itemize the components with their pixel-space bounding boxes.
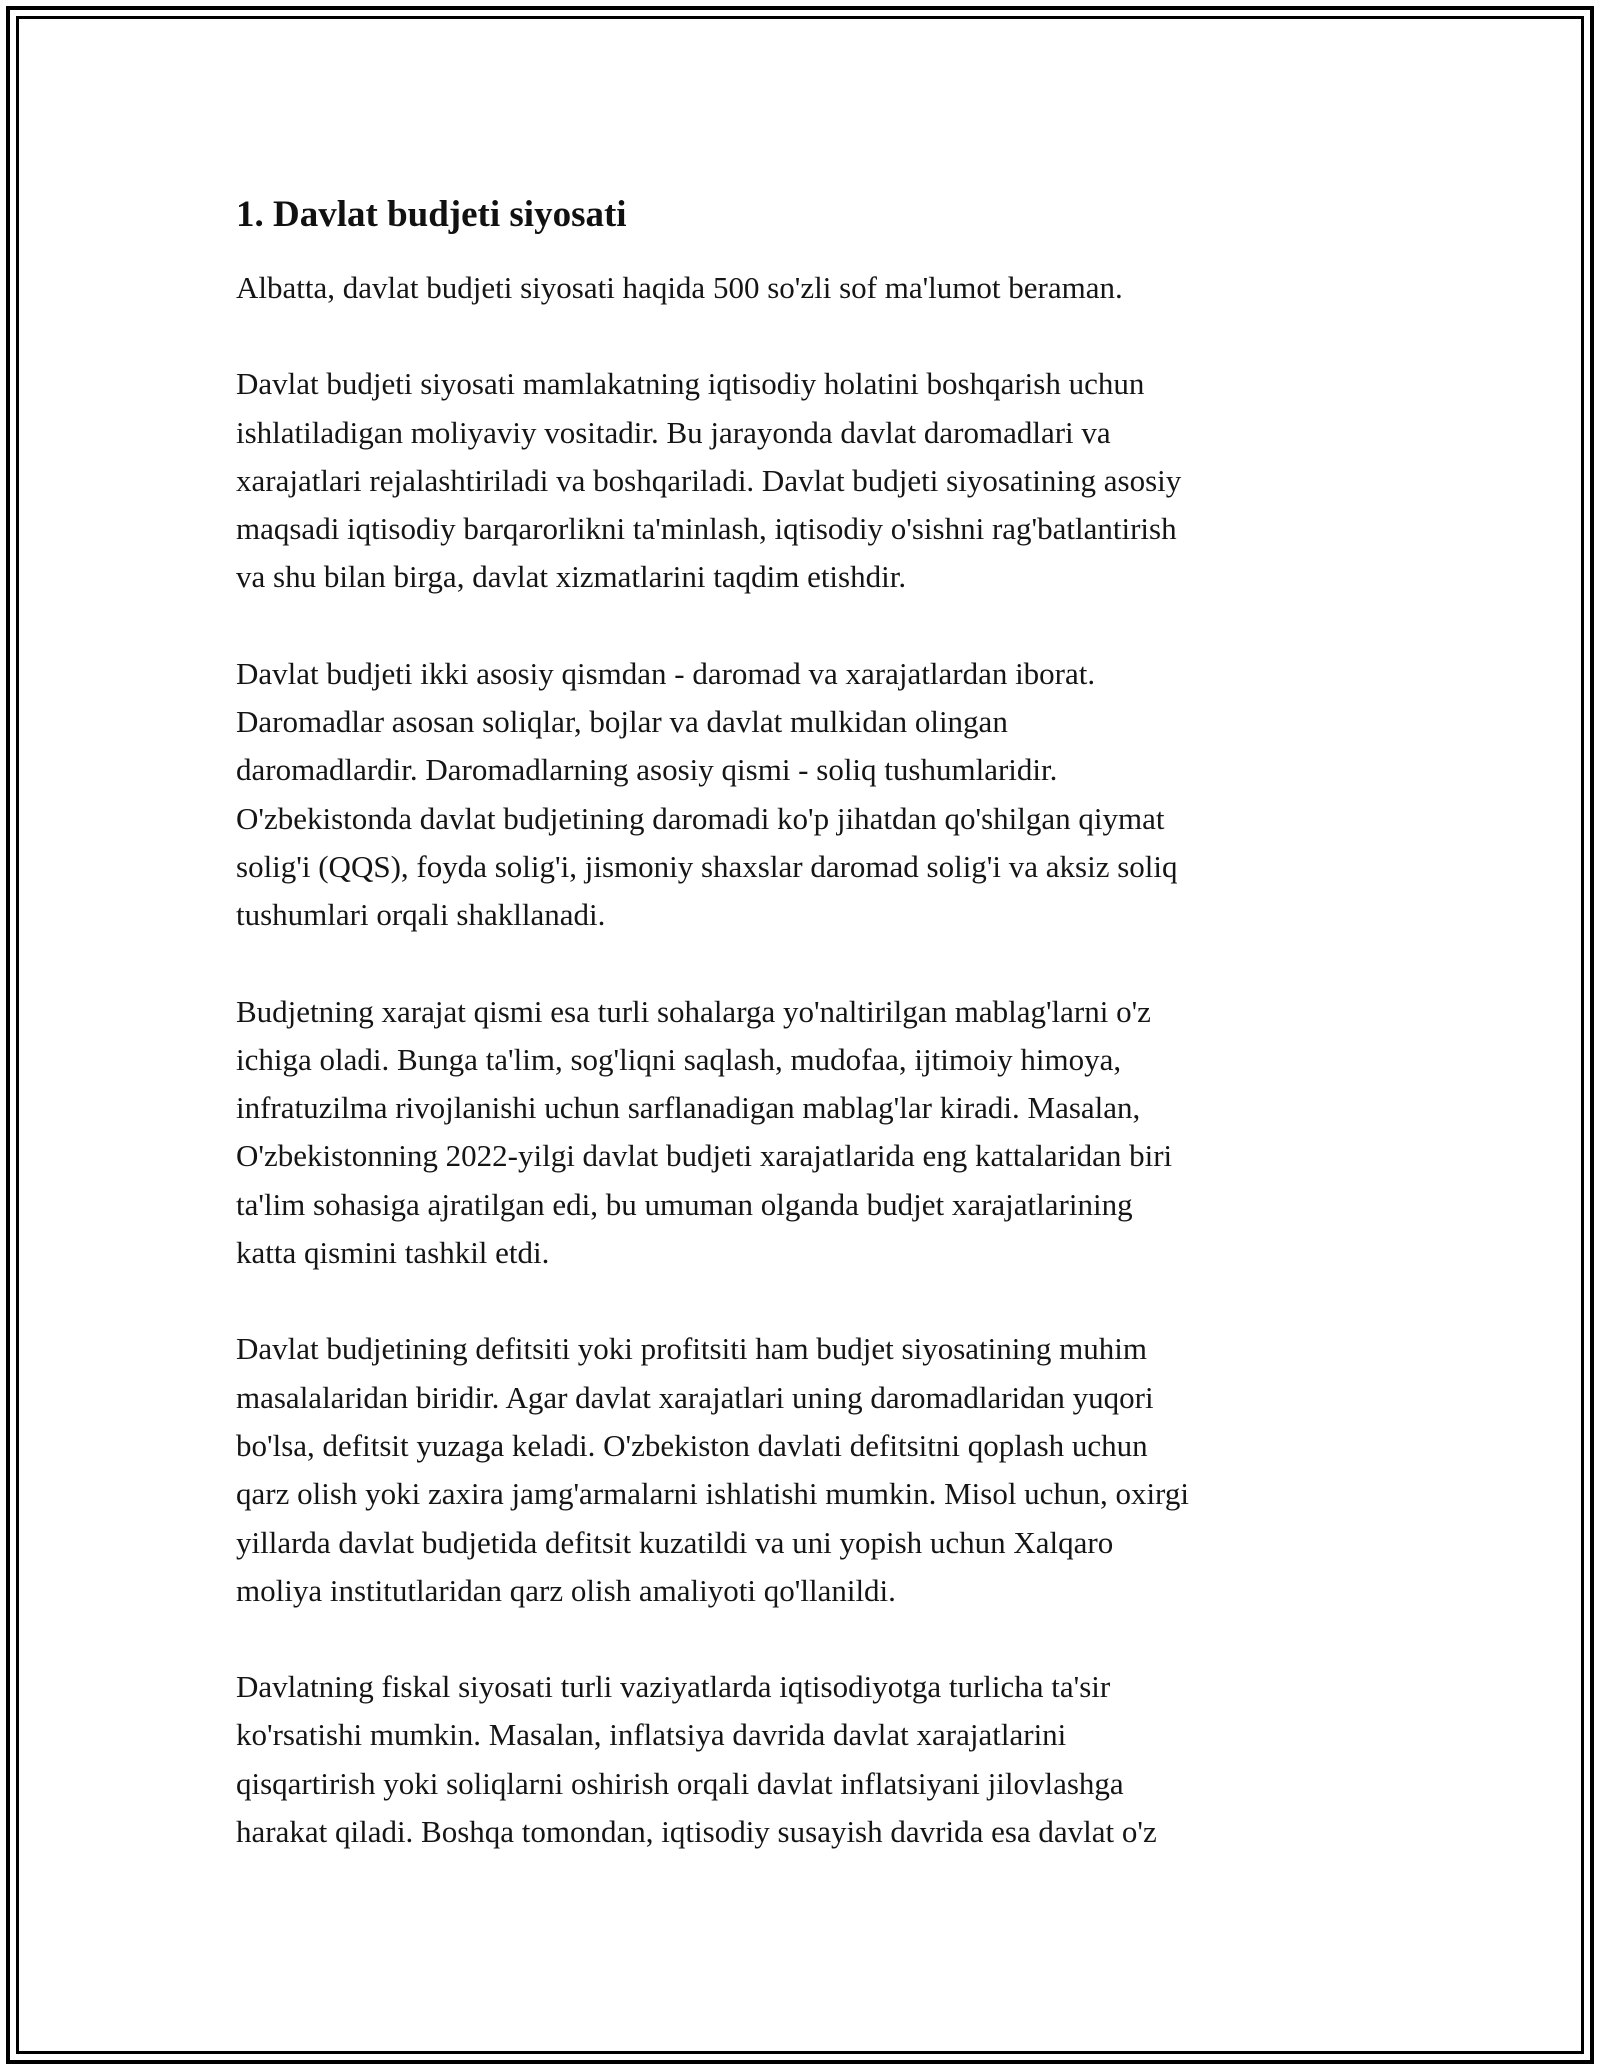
paragraph-fiscal-policy: Davlatning fiskal siyosati turli vaziyatlarda iqtisodiyotga turlicha ta'sir ko'rsatishi mumkin. Masalan, inflatsiya davrida davlat xarajatlarini qisqartirish yoki soliqlarni oshirish orqali davlat inflatsiyani jilovlashga harakat qiladi. Boshqa tomondan, iqtisodiy susayish davrida esa davlat o'z xyxy=(236,1669,1157,1850)
paragraph-expenditure: Budjetning xarajat qismi esa turli sohalarga yo'naltirilgan mablag'larni o'z ichiga oladi. Bunga ta'lim, sog'liqni saqlash, mudofaa, ijtimoiy himoya, infratuzilma rivojlanishi uchun sarflanadigan mablag'lar kiradi. Masalan, O'zbekistonning 2022-yilgi davlat budjeti xarajatlarida eng kattalaridan biri ta'lim sohasiga ajratilgan edi, bu umuman olganda budjet xarajatlarining katta qismini tashkil etdi. xyxy=(236,993,1173,1271)
paragraph-deficit: Davlat budjetining defitsiti yoki profitsiti ham budjet siyosatining muhim masalalaridan biridir. Agar davlat xarajatlari uning daromadlaridan yuqori bo'lsa, defitsit yuzaga keladi. O'zbekiston davlati defitsitni qoplash uchun qarz olish yoki zaxira jamg'armalarni ishlatishi mumkin. Misol uchun, oxirgi yillarda davlat budjetida defitsit kuzatildi va uni yopish uchun Xalqaro moliya institutlaridan qarz olish amaliyoti qo'llanildi. xyxy=(236,1331,1189,1608)
document-body xyxy=(236,188,1376,1904)
paragraph-revenue: Davlat budjeti ikki asosiy qismdan - daromad va xarajatlardan iborat. Daromadlar asosan soliqlar, bojlar va davlat mulkidan olingan daromadlardir. Daromadlarning asosiy qismi - soliq tushumlaridir. O'zbekistonda davlat budjetining daromadi ko'p jihatdan qo'shilgan qiymat solig'i (QQS), foyda solig'i, jismoniy shaxslar daromad solig'i va aksiz soliq tushumlari orqali shakllanadi. xyxy=(236,655,1178,933)
section-heading: 1. Davlat budjeti siyosati xyxy=(236,194,627,235)
intro-paragraph: Albatta, davlat budjeti siyosati haqida 500 so'zli sof ma'lumot beraman. xyxy=(236,270,1123,305)
paragraph-definition: Davlat budjeti siyosati mamlakatning iqtisodiy holatini boshqarish uchun ishlatiladigan moliyaviy vositadir. Bu jarayonda davlat daromadlari va xarajatlari rejalashtiriladi va boshqariladi. Davlat budjeti siyosatining asosiy maqsadi iqtisodiy barqarorlikni ta'minlash, iqtisodiy o'sishni rag'batlantirish va shu bilan birga, davlat xizmatlarini taqdim etishdir. xyxy=(236,366,1182,595)
